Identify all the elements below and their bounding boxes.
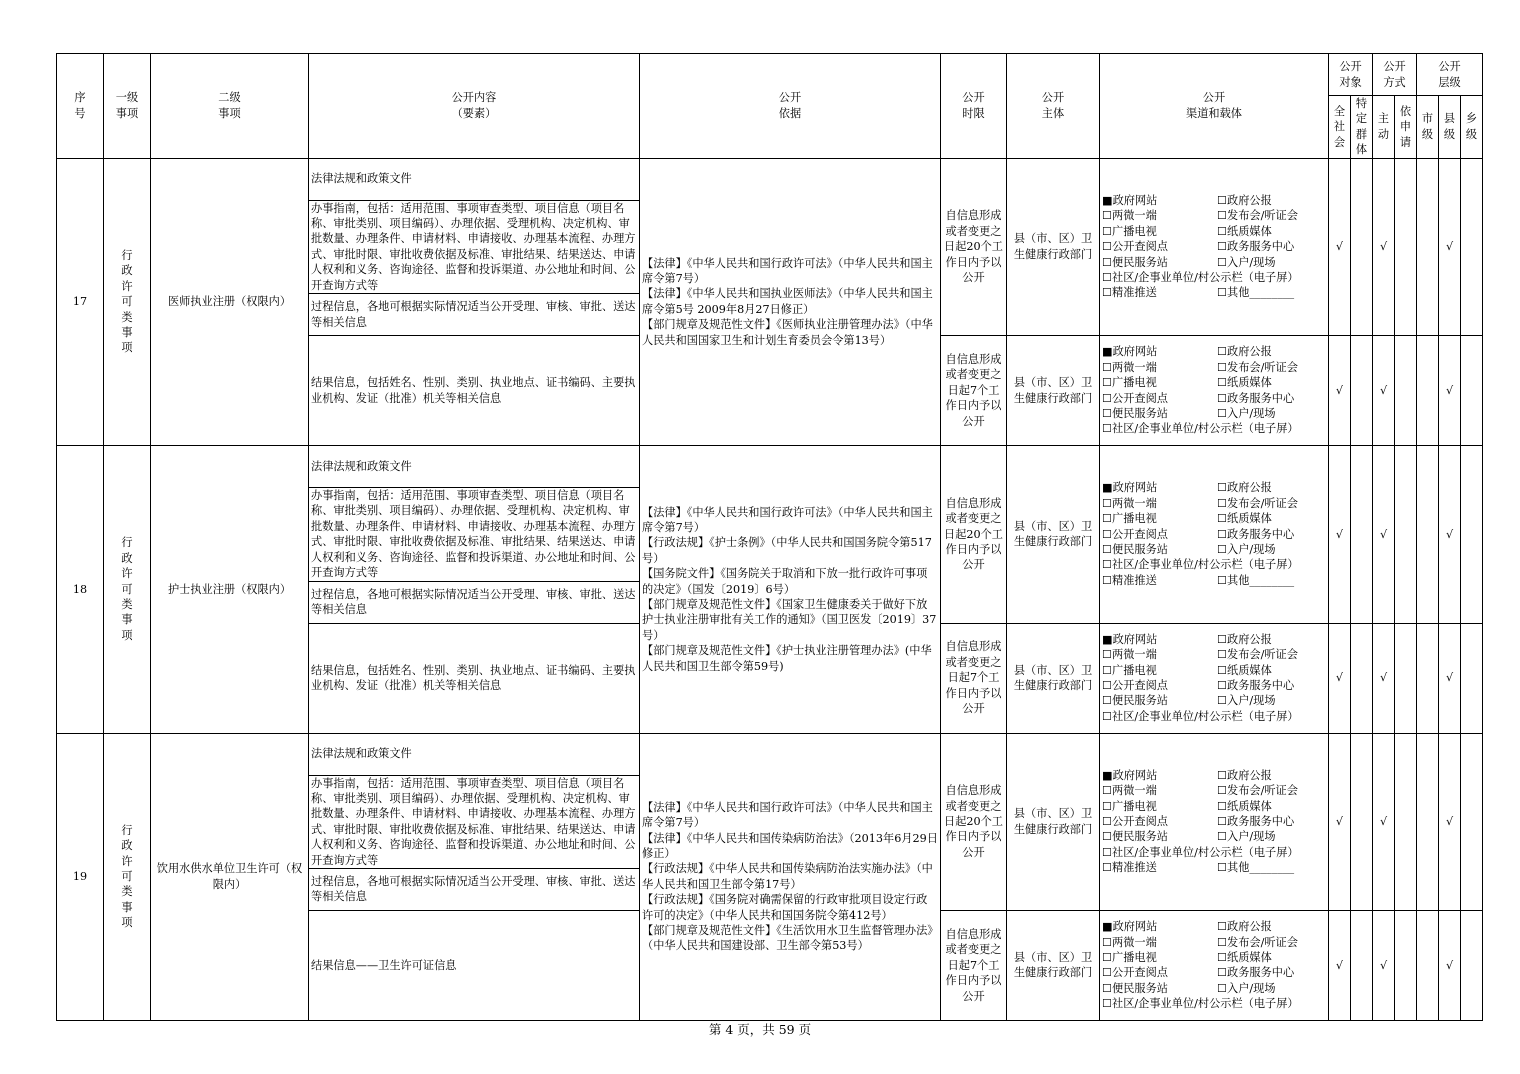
empty-apply [1395, 733, 1417, 910]
empty-township [1461, 158, 1483, 335]
empty-city [1417, 446, 1439, 623]
channel-onsite: ☐入户/现场 [1217, 981, 1276, 995]
time-limit-7: 自信息形成或者变更之日起7个工作日内予以公开 [941, 623, 1007, 733]
empty-apply [1395, 446, 1417, 623]
channel-press-hearing: ☐发布会/听证会 [1217, 360, 1298, 374]
channel-press-hearing: ☐发布会/听证会 [1217, 209, 1298, 223]
header-time-limit: 公开 时限 [941, 54, 1007, 159]
time-limit-7: 自信息形成或者变更之日起7个工作日内予以公开 [941, 336, 1007, 446]
channel-list [1100, 910, 1329, 1020]
empty-apply [1395, 623, 1417, 733]
channel-service-center: ☐政务服务中心 [1217, 391, 1295, 405]
check-society: √ [1329, 733, 1351, 910]
channel-reading-point: ☐公开查阅点 [1102, 527, 1168, 541]
channel-weibo-wechat: ☐两微一端 [1102, 360, 1157, 374]
subject: 县（市、区）卫生健康行政部门 [1007, 910, 1100, 1020]
content-process: 过程信息，各地可根据实际情况适当公开受理、审核、审批、送达等相关信息 [309, 581, 640, 623]
channel-broadcast: ☐广播电视 [1102, 663, 1157, 677]
check-county: √ [1439, 733, 1461, 910]
row-seq: 17 [57, 158, 104, 445]
channel-onsite: ☐入户/现场 [1217, 830, 1276, 844]
channel-service-station: ☐便民服务站 [1102, 406, 1168, 420]
channel-community-board: ☐社区/企事业单位/村公示栏（电子屏） [1102, 997, 1299, 1011]
header-township: 乡级 [1465, 112, 1478, 141]
channel-reading-point: ☐公开查阅点 [1102, 679, 1168, 692]
content-law: 法律法规和政策文件 [309, 733, 640, 775]
channel-service-center: ☐政务服务中心 [1217, 527, 1295, 541]
channel-gov-website: ■政府网站 [1102, 193, 1158, 207]
channel-community-board: ☐社区/企事业单位/村公示栏（电子屏） [1102, 422, 1299, 436]
channel-service-station: ☐便民服务站 [1102, 255, 1168, 269]
content-result: 结果信息，包括姓名、性别、类别、执业地点、证书编码、主要执业机构、发证（批准）机关等相关信息 [309, 623, 640, 733]
empty-apply [1395, 158, 1417, 335]
content-result: 结果信息——卫生许可证信息 [309, 910, 640, 1020]
channel-gov-website: ■政府网站 [1102, 345, 1158, 359]
empty-township [1461, 910, 1483, 1020]
check-active: √ [1373, 446, 1395, 623]
channel-gov-website: ■政府网站 [1102, 632, 1158, 646]
row-seq: 18 [57, 446, 104, 733]
channel-list [1100, 446, 1329, 623]
row-level1: 行政许可类事项 [121, 536, 133, 642]
empty-specific [1351, 623, 1373, 733]
channel-print-media: ☐纸质媒体 [1217, 224, 1272, 238]
time-limit-7: 自信息形成或者变更之日起7个工作日内予以公开 [941, 910, 1007, 1020]
empty-specific [1351, 336, 1373, 446]
channel-gov-website: ■政府网站 [1102, 481, 1158, 495]
row-level2: 饮用水供水单位卫生许可（权限内） [151, 733, 309, 1020]
channel-service-center: ☐政务服务中心 [1217, 679, 1295, 692]
channel-service-station: ☐便民服务站 [1102, 542, 1168, 556]
page-footer: 第 4 页，共 59 页 [708, 1022, 812, 1037]
subject: 县（市、区）卫生健康行政部门 [1007, 158, 1100, 335]
header-target: 公开 对象 [1329, 54, 1373, 96]
channel-precise-push: ☐精准推送 [1102, 573, 1157, 587]
empty-specific [1351, 910, 1373, 1020]
check-society: √ [1329, 623, 1351, 733]
channel-onsite: ☐入户/现场 [1217, 255, 1276, 269]
channel-gov-gazette: ☐政府公报 [1217, 345, 1272, 359]
channel-broadcast: ☐广播电视 [1102, 799, 1157, 813]
header-county: 县级 [1443, 112, 1456, 141]
channel-list [1100, 158, 1329, 335]
header-specific: 特定群体 [1355, 97, 1368, 157]
channel-broadcast: ☐广播电视 [1102, 951, 1157, 965]
channel-print-media: ☐纸质媒体 [1217, 376, 1272, 390]
row-seq: 19 [57, 733, 104, 1020]
channel-community-board: ☐社区/企事业单位/村公示栏（电子屏） [1102, 558, 1299, 572]
channel-onsite: ☐入户/现场 [1217, 406, 1276, 420]
channel-list [1100, 733, 1329, 910]
channel-gov-website: ■政府网站 [1102, 920, 1158, 934]
channel-service-station: ☐便民服务站 [1102, 981, 1168, 995]
channel-onsite: ☐入户/现场 [1217, 542, 1276, 556]
check-society: √ [1329, 336, 1351, 446]
channel-community-board: ☐社区/企事业单位/村公示栏（电子屏） [1102, 709, 1299, 723]
time-limit-20: 自信息形成或者变更之日起20个工作日内予以公开 [941, 158, 1007, 335]
check-county: √ [1439, 910, 1461, 1020]
channel-community-board: ☐社区/企事业单位/村公示栏（电子屏） [1102, 270, 1299, 284]
content-result: 结果信息，包括姓名、性别、类别、执业地点、证书编码、主要执业机构、发证（批准）机关等相关信息 [309, 336, 640, 446]
empty-city [1417, 910, 1439, 1020]
check-society: √ [1329, 910, 1351, 1020]
channel-print-media: ☐纸质媒体 [1217, 951, 1272, 965]
check-county: √ [1439, 158, 1461, 335]
header-society: 全社会 [1333, 104, 1346, 149]
channel-gov-gazette: ☐政府公报 [1217, 768, 1272, 782]
channel-press-hearing: ☐发布会/听证会 [1217, 496, 1298, 510]
channel-list [1100, 623, 1329, 733]
header-content: 公开内容 （要素） [309, 54, 640, 159]
content-law: 法律法规和政策文件 [309, 446, 640, 488]
content-law: 法律法规和政策文件 [309, 158, 640, 200]
header-seq: 序 号 [57, 54, 104, 159]
empty-specific [1351, 158, 1373, 335]
content-guide: 办事指南，包括：适用范围、事项审查类型、项目信息（项目名称、审批类别、项目编码）、办理依据、受理机构、决定机构、审批数量、办理条件、申请材料、申请接收、办理基本流程、办理方式、审批时限、审批收费依据及标准、审批结果、结果送达、申请人权利和义务、咨询途径、监督和投诉渠道、办公地址和时间、公开查询方式等 [309, 775, 640, 868]
subject: 县（市、区）卫生健康行政部门 [1007, 336, 1100, 446]
row-basis: 【法律】《中华人民共和国行政许可法》（中华人民共和国主席令第7号） 【法律】《中华人民共和国传染病防治法》（2013年6月29日修正） 【行政法规】《中华人民共和国传染病防治法实施办法》（中华人民共和国卫生部令第17号） 【行政法规】《国务院对确需保留的行政审批项目设定行政许可的决定》（中华人民共和国国务院令第412号） 【部门规章及规范性文件】《生活饮用水卫生监督管理办法》（中华人民共和国建设部、卫生部令第53号） [640, 733, 941, 1020]
row-basis: 【法律】《中华人民共和国行政许可法》（中华人民共和国主席令第7号） 【行政法规】《护士条例》（中华人民共和国国务院令第517号） 【国务院文件】《国务院关于取消和下放一批行政许可事项的决定》（国发〔2019〕6号） 【部门规章及规范性文件】《国家卫生健康委关于做好下放护士执业注册审批有关工作的通知》（国卫医发〔2019〕37号） 【部门规章及规范性文件】《护士执业注册管理办法》(中华人民共和国卫生部令第59号) [640, 446, 941, 733]
channel-community-board: ☐社区/企事业单位/村公示栏（电子屏） [1102, 845, 1299, 859]
channel-gov-gazette: ☐政府公报 [1217, 193, 1272, 207]
channel-reading-point: ☐公开查阅点 [1102, 240, 1168, 254]
channel-reading-point: ☐公开查阅点 [1102, 815, 1168, 829]
channel-list [1100, 336, 1329, 446]
channel-service-center: ☐政务服务中心 [1217, 240, 1295, 254]
channel-gov-website: ■政府网站 [1102, 768, 1158, 782]
channel-weibo-wechat: ☐两微一端 [1102, 784, 1157, 798]
channel-print-media: ☐纸质媒体 [1217, 799, 1272, 813]
row-level2: 护士执业注册（权限内） [151, 446, 309, 733]
header-channel: 公开 渠道和载体 [1100, 54, 1329, 159]
row-level2: 医师执业注册（权限内） [151, 158, 309, 445]
channel-broadcast: ☐广播电视 [1102, 512, 1157, 526]
subject: 县（市、区）卫生健康行政部门 [1007, 446, 1100, 623]
channel-press-hearing: ☐发布会/听证会 [1217, 648, 1298, 662]
empty-specific [1351, 446, 1373, 623]
channel-other: ☐其他________ [1217, 861, 1295, 875]
check-active: √ [1373, 336, 1395, 446]
empty-township [1461, 446, 1483, 623]
subject: 县（市、区）卫生健康行政部门 [1007, 623, 1100, 733]
row-basis: 【法律】《中华人民共和国行政许可法》（中华人民共和国主席令第7号） 【法律】《中华人民共和国执业医师法》（中华人民共和国主席令第5号 2009年8月27日修正） 【部门规章及规范性文件】《医师执业注册管理办法》（中华人民共和国国家卫生和计划生育委员会令第13号） [640, 158, 941, 445]
channel-service-center: ☐政务服务中心 [1217, 815, 1295, 829]
channel-press-hearing: ☐发布会/听证会 [1217, 935, 1298, 949]
check-active: √ [1373, 623, 1395, 733]
empty-township [1461, 336, 1483, 446]
empty-specific [1351, 733, 1373, 910]
content-guide: 办事指南，包括：适用范围、事项审查类型、项目信息（项目名称、审批类别、项目编码）、办理依据、受理机构、决定机构、审批数量、办理条件、申请材料、申请接收、办理基本流程、办理方式、审批时限、审批收费依据及标准、审批结果、结果送达、申请人权利和义务、咨询途径、监督和投诉渠道、办公地址和时间、公开查询方式等 [309, 488, 640, 581]
channel-other: ☐其他________ [1217, 286, 1295, 300]
content-process: 过程信息，各地可根据实际情况适当公开受理、审核、审批、送达等相关信息 [309, 868, 640, 910]
empty-city [1417, 158, 1439, 335]
check-active: √ [1373, 733, 1395, 910]
header-apply: 依申请 [1399, 104, 1412, 149]
disclosure-table [56, 53, 1483, 1021]
check-society: √ [1329, 158, 1351, 335]
channel-gov-gazette: ☐政府公报 [1217, 632, 1272, 646]
empty-city [1417, 336, 1439, 446]
channel-precise-push: ☐精准推送 [1102, 286, 1157, 300]
content-guide: 办事指南，包括：适用范围、事项审查类型、项目信息（项目名称、审批类别、项目编码）、办理依据、受理机构、决定机构、审批数量、办理条件、申请材料、申请接收、办理基本流程、办理方式、审批时限、审批收费依据及标准、审批结果、结果送达、申请人权利和义务、咨询途径、监督和投诉渠道、办公地址和时间、公开查询方式等 [309, 200, 640, 293]
channel-reading-point: ☐公开查阅点 [1102, 966, 1168, 980]
channel-print-media: ☐纸质媒体 [1217, 663, 1272, 677]
empty-apply [1395, 910, 1417, 1020]
check-society: √ [1329, 446, 1351, 623]
channel-service-center: ☐政务服务中心 [1217, 966, 1295, 980]
channel-reading-point: ☐公开查阅点 [1102, 391, 1168, 405]
channel-gov-gazette: ☐政府公报 [1217, 481, 1272, 495]
time-limit-20: 自信息形成或者变更之日起20个工作日内予以公开 [941, 733, 1007, 910]
channel-other: ☐其他________ [1217, 573, 1295, 587]
row-level1: 行政许可类事项 [121, 248, 133, 355]
check-county: √ [1439, 336, 1461, 446]
header-city: 市级 [1421, 112, 1434, 141]
header-basis: 公开 依据 [640, 54, 941, 159]
check-active: √ [1373, 910, 1395, 1020]
empty-apply [1395, 336, 1417, 446]
subject: 县（市、区）卫生健康行政部门 [1007, 733, 1100, 910]
check-county: √ [1439, 446, 1461, 623]
channel-print-media: ☐纸质媒体 [1217, 512, 1272, 526]
header-active: 主动 [1377, 112, 1390, 141]
header-level1: 一级 事项 [104, 54, 151, 159]
header-level: 公开 层级 [1417, 54, 1483, 96]
time-limit-20: 自信息形成或者变更之日起20个工作日内予以公开 [941, 446, 1007, 623]
channel-weibo-wechat: ☐两微一端 [1102, 648, 1157, 662]
empty-city [1417, 733, 1439, 910]
header-subject: 公开 主体 [1007, 54, 1100, 159]
channel-press-hearing: ☐发布会/听证会 [1217, 784, 1298, 798]
check-county: √ [1439, 623, 1461, 733]
empty-township [1461, 733, 1483, 910]
channel-broadcast: ☐广播电视 [1102, 224, 1157, 238]
empty-city [1417, 623, 1439, 733]
channel-broadcast: ☐广播电视 [1102, 376, 1157, 390]
channel-onsite: ☐入户/现场 [1217, 694, 1276, 708]
channel-service-station: ☐便民服务站 [1102, 694, 1168, 708]
check-active: √ [1373, 158, 1395, 335]
channel-service-station: ☐便民服务站 [1102, 830, 1168, 844]
channel-weibo-wechat: ☐两微一端 [1102, 209, 1157, 223]
row-level1: 行政许可类事项 [121, 823, 133, 930]
channel-precise-push: ☐精准推送 [1102, 861, 1157, 875]
channel-gov-gazette: ☐政府公报 [1217, 920, 1272, 934]
empty-township [1461, 623, 1483, 733]
channel-weibo-wechat: ☐两微一端 [1102, 935, 1157, 949]
header-method: 公开 方式 [1373, 54, 1417, 96]
channel-weibo-wechat: ☐两微一端 [1102, 496, 1157, 510]
content-process: 过程信息，各地可根据实际情况适当公开受理、审核、审批、送达等相关信息 [309, 294, 640, 336]
header-level2: 二级 事项 [151, 54, 309, 159]
